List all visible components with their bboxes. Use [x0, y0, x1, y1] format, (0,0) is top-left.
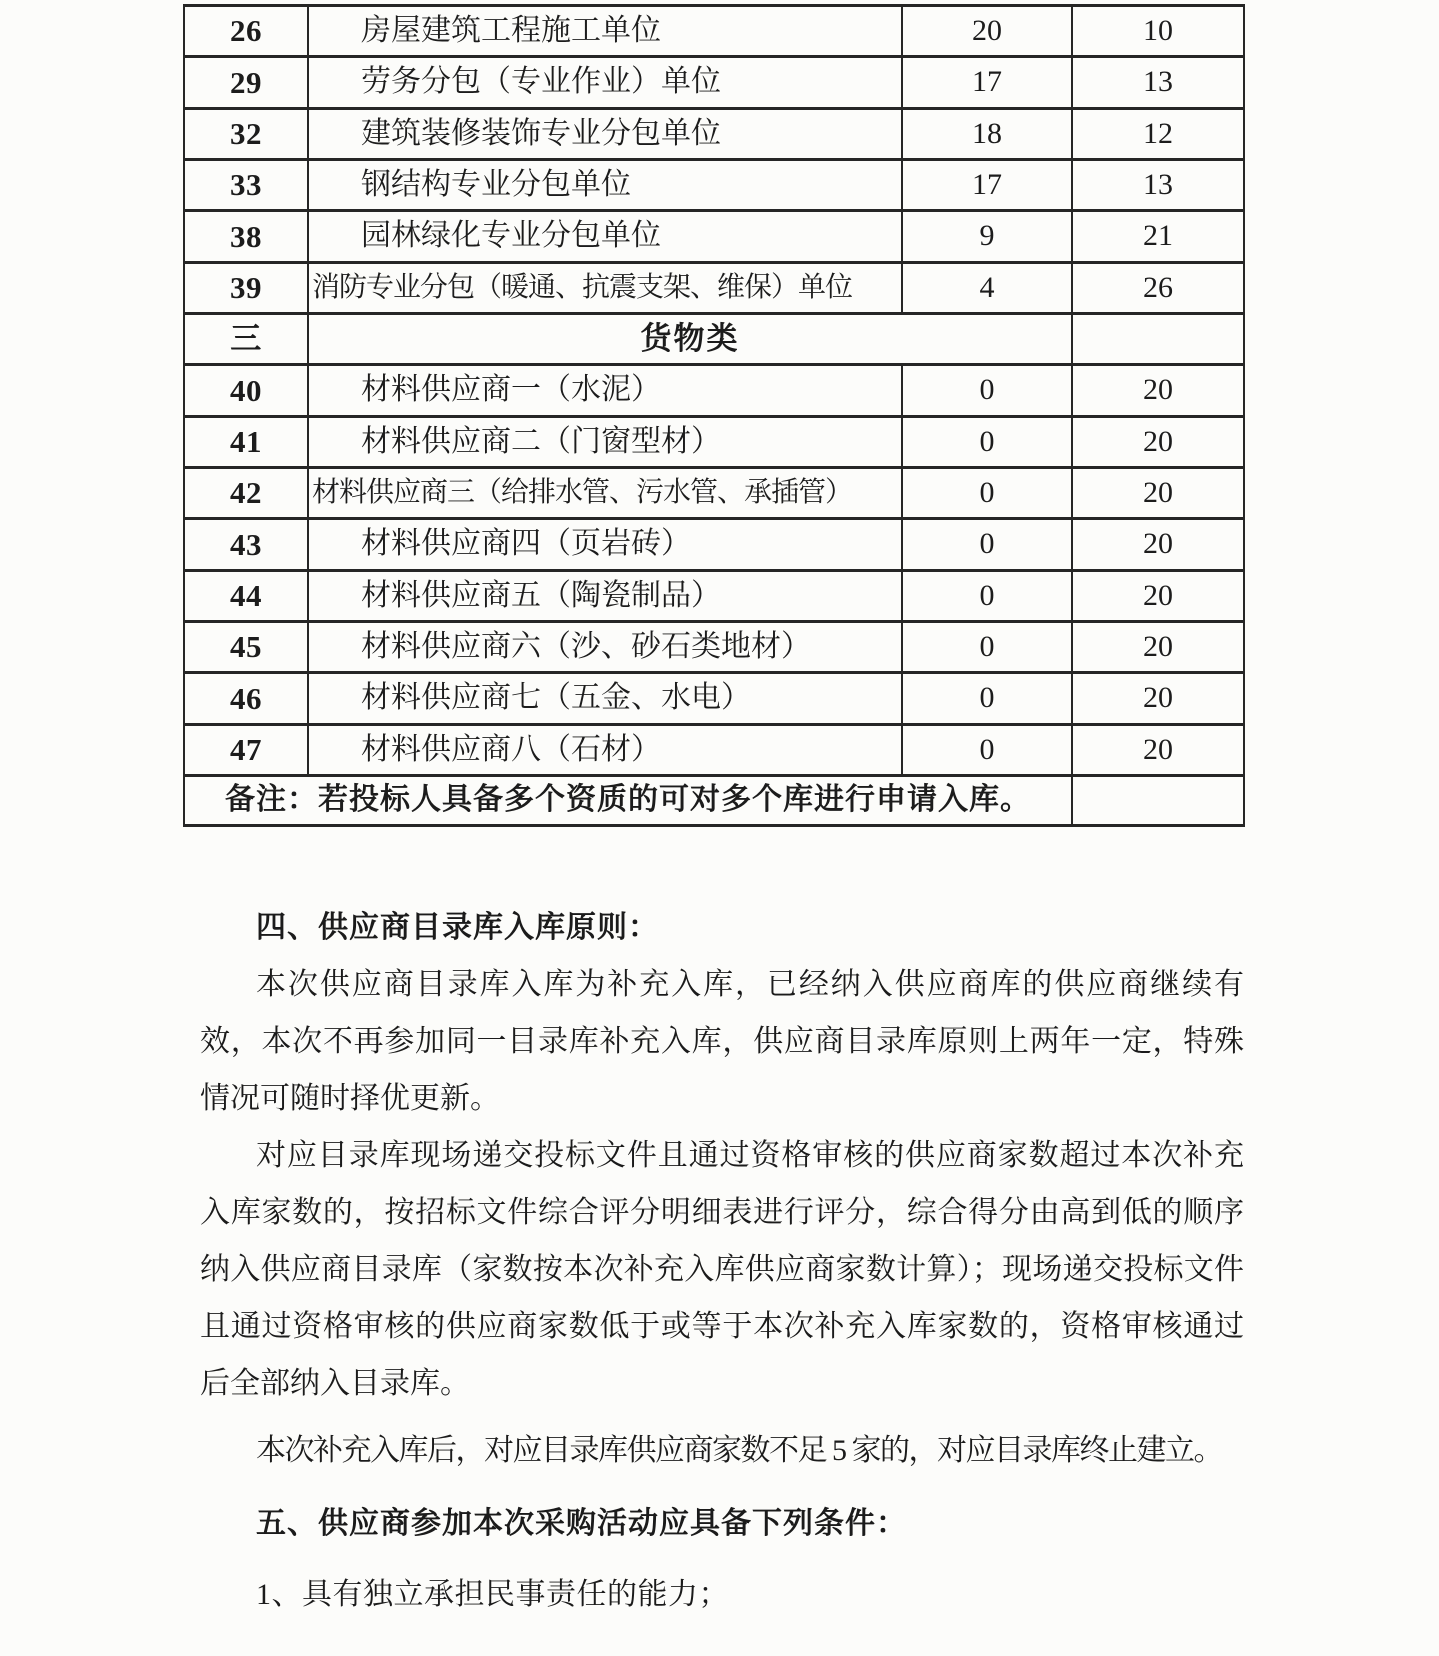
category-name-cell: 材料供应商八（石材）	[308, 724, 902, 775]
row-number-cell: 39	[184, 262, 308, 313]
empty-cell	[1072, 314, 1244, 365]
table-row	[184, 108, 1244, 159]
table-row	[184, 673, 1244, 724]
value-cell-2: 12	[1072, 108, 1244, 159]
table-row	[184, 468, 1244, 519]
body-text	[200, 899, 1244, 1623]
category-name-cell: 钢结构专业分包单位	[308, 160, 902, 211]
table-row	[184, 570, 1244, 621]
paragraph-principle-3: 本次补充入库后，对应目录库供应商家数不足 5 家的，对应目录库终止建立。	[256, 1434, 1222, 1467]
value-cell-2: 20	[1072, 622, 1244, 673]
condition-item-1: 1、具有独立承担民事责任的能力；	[256, 1578, 729, 1611]
row-number-cell: 33	[184, 160, 308, 211]
table-row	[184, 519, 1244, 570]
value-cell-1: 4	[902, 262, 1072, 313]
value-cell-1: 0	[902, 365, 1072, 416]
value-cell-1: 9	[902, 211, 1072, 262]
value-cell-1: 0	[902, 468, 1072, 519]
supplier-quota-table	[183, 4, 1245, 827]
table-row	[184, 211, 1244, 262]
table-row	[184, 365, 1244, 416]
value-cell-2: 13	[1072, 160, 1244, 211]
category-name-cell: 消防专业分包（暖通、抗震支架、维保）单位	[308, 262, 902, 313]
value-cell-1: 17	[902, 57, 1072, 108]
value-cell-1: 0	[902, 673, 1072, 724]
table-row	[184, 57, 1244, 108]
section-number-cell: 三	[184, 314, 308, 365]
value-cell-2: 20	[1072, 724, 1244, 775]
row-number-cell: 38	[184, 211, 308, 262]
category-name-cell: 劳务分包（专业作业）单位	[308, 57, 902, 108]
table-row	[184, 622, 1244, 673]
value-cell-1: 17	[902, 160, 1072, 211]
category-name-cell: 材料供应商七（五金、水电）	[308, 673, 902, 724]
paragraph-principle-2: 对应目录库现场递交投标文件且通过资格审核的供应商家数超过本次补充入库家数的，按招标文件综合评分明细表进行评分，综合得分由高到低的顺序纳入供应商目录库（家数按本次补充入库供应商家数计算）；现场递交投标文件且通过资格审核的供应商家数低于或等于本次补充入库家数的，资格审核通过后全部纳入目录库。	[200, 1139, 1244, 1400]
paragraph-principle-1: 本次供应商目录库入库为补充入库，已经纳入供应商库的供应商继续有效，本次不再参加同一目录库补充入库，供应商目录库原则上两年一定，特殊情况可随时择优更新。	[200, 968, 1244, 1115]
category-name-cell: 材料供应商六（沙、砂石类地材）	[308, 622, 902, 673]
value-cell-2: 20	[1072, 416, 1244, 467]
note-cell: 备注：若投标人具备多个资质的可对多个库进行申请入库。	[184, 776, 1072, 826]
value-cell-2: 13	[1072, 57, 1244, 108]
value-cell-2: 20	[1072, 365, 1244, 416]
value-cell-2: 10	[1072, 6, 1244, 57]
empty-cell	[1072, 776, 1244, 826]
category-name-cell: 建筑装修装饰专业分包单位	[308, 108, 902, 159]
category-name-cell: 房屋建筑工程施工单位	[308, 6, 902, 57]
value-cell-1: 0	[902, 724, 1072, 775]
category-name-cell: 材料供应商五（陶瓷制品）	[308, 570, 902, 621]
category-name-cell: 材料供应商四（页岩砖）	[308, 519, 902, 570]
row-number-cell: 47	[184, 724, 308, 775]
row-number-cell: 32	[184, 108, 308, 159]
value-cell-2: 20	[1072, 673, 1244, 724]
value-cell-2: 20	[1072, 519, 1244, 570]
row-number-cell: 40	[184, 365, 308, 416]
value-cell-1: 20	[902, 6, 1072, 57]
value-cell-1: 0	[902, 622, 1072, 673]
table-row	[184, 416, 1244, 467]
row-number-cell: 43	[184, 519, 308, 570]
table-row	[184, 724, 1244, 775]
value-cell-1: 0	[902, 416, 1072, 467]
category-name-cell: 材料供应商一（水泥）	[308, 365, 902, 416]
row-number-cell: 26	[184, 6, 308, 57]
row-number-cell: 46	[184, 673, 308, 724]
section-heading-4: 四、供应商目录库入库原则：	[256, 911, 659, 944]
table-row	[184, 160, 1244, 211]
value-cell-1: 18	[902, 108, 1072, 159]
row-number-cell: 45	[184, 622, 308, 673]
section-title-cell: 货物类	[308, 314, 1072, 365]
section-heading-5: 五、供应商参加本次采购活动应具备下列条件：	[256, 1507, 907, 1540]
value-cell-1: 0	[902, 570, 1072, 621]
table-row	[184, 262, 1244, 313]
value-cell-2: 20	[1072, 570, 1244, 621]
row-number-cell: 44	[184, 570, 308, 621]
note-row	[184, 776, 1244, 826]
value-cell-2: 20	[1072, 468, 1244, 519]
row-number-cell: 29	[184, 57, 308, 108]
row-number-cell: 42	[184, 468, 308, 519]
value-cell-1: 0	[902, 519, 1072, 570]
category-name-cell: 材料供应商三（给排水管、污水管、承插管）	[308, 468, 902, 519]
table-row	[184, 6, 1244, 57]
row-number-cell: 41	[184, 416, 308, 467]
category-name-cell: 材料供应商二（门窗型材）	[308, 416, 902, 467]
category-name-cell: 园林绿化专业分包单位	[308, 211, 902, 262]
section-row	[184, 314, 1244, 365]
value-cell-2: 26	[1072, 262, 1244, 313]
value-cell-2: 21	[1072, 211, 1244, 262]
